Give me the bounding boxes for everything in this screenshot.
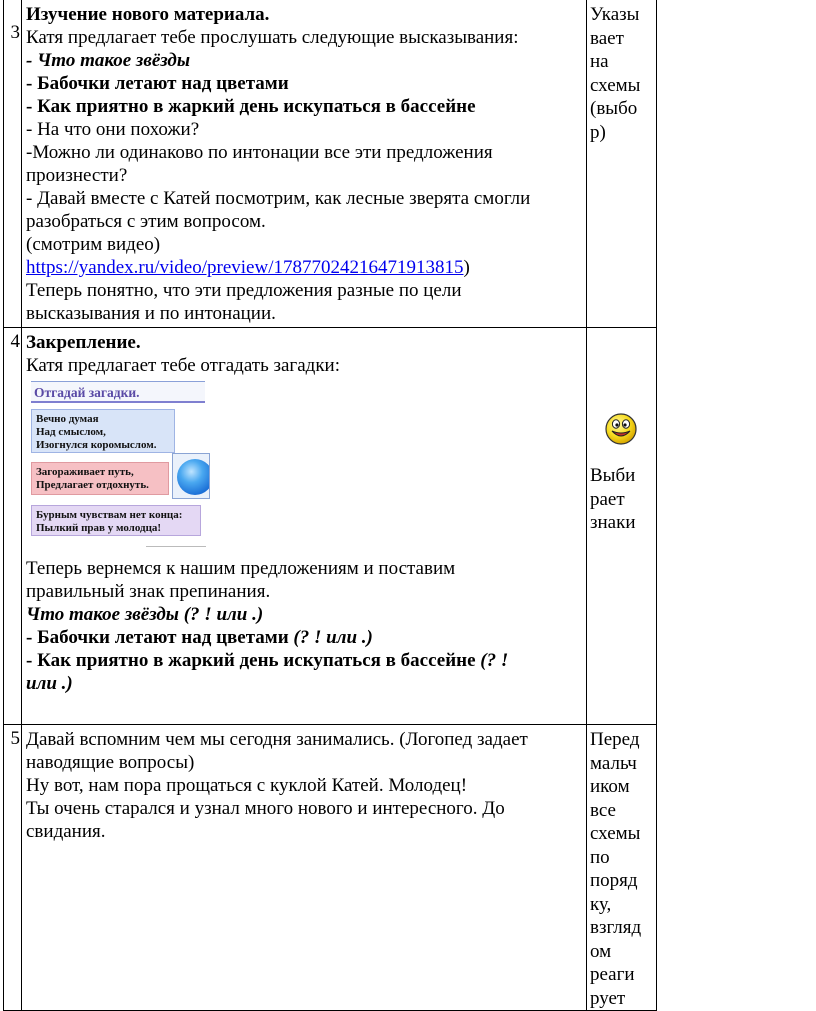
riddles-image [26,381,216,551]
section-heading: Изучение нового материала. [26,4,270,25]
ball-picture [172,453,210,499]
text-line: Ты очень старался и узнал много нового и интересного. До [26,798,505,819]
riddle-line: Изогнулся коромыслом. [36,439,157,451]
side-line: иком [590,776,630,797]
riddle-line: Пылкий прав у молодца! [36,522,162,534]
text-line: Катя предлагает тебе прослушать следующие высказывания: [26,27,519,48]
side-line: реаги [590,964,635,985]
video-link[interactable]: https://yandex.ru/video/preview/17877024216471913815 [26,257,464,278]
side-line: на [590,51,609,72]
text-line: произнести? [26,165,128,186]
side-line: знаки [590,512,636,533]
sentence-1: - Что такое звёзды [26,50,191,71]
sentence-2: - Бабочки летают над цветами [26,73,289,94]
riddle-line: Загораживает путь, [36,466,134,478]
sentence-3: - Как приятно в жаркий день искупаться в бассейне [26,96,476,117]
side-line: схемы [590,74,641,96]
text-line: - Давай вместе с Катей посмотрим, как лесные зверята смогли [26,188,531,209]
link-line [26,256,582,279]
sentence-3: - Как приятно в жаркий день искупаться в бассейне [26,650,476,671]
side-line: поряд [590,870,638,891]
text-line: свидания. [26,821,106,842]
punctuation-options: (? ! [475,650,509,671]
side-line: Перед [590,729,640,750]
side-line: Указы [590,4,640,25]
text-line: высказывания и по интонации. [26,303,276,324]
riddle-line: Над смыслом, [36,426,106,438]
side-line: схемы [590,823,641,844]
side-note-text [590,464,656,535]
text-line: правильный знак препинания. [26,581,271,602]
sentence-1: Что такое звёзды [26,604,179,625]
row-number [4,328,22,725]
sentence-line [26,649,582,672]
side-note-text [590,728,656,1010]
riddle-card-2 [31,462,169,495]
text-line: Теперь вернемся к нашим предложениям и поставим [26,558,456,579]
side-line: ку, [590,893,612,915]
table-row [4,0,657,328]
row-content [22,725,587,1011]
row-side-note [587,725,657,1011]
punctuation-options: (? ! или .) [288,627,373,648]
row-number [4,725,22,1011]
text-line: - На что они похожи? [26,119,200,140]
side-line: взгляд [590,917,642,938]
side-line: (выбо [590,98,638,119]
side-line: рает [590,488,625,510]
sentence-2: - Бабочки летают над цветами [26,627,289,648]
smiley-icon [604,412,638,446]
text-line: Давай вспомним чем мы сегодня занимались. (Логопед задает [26,729,528,750]
riddle-line: Вечно думая [36,413,99,425]
text-line: разобраться с этим вопросом. [26,211,266,232]
side-line: рует [590,987,626,1009]
side-line: все [590,799,616,821]
punctuation-options: (? ! или .) [178,604,264,625]
text-line: Ну вот, нам пора прощаться с куклой Катей. Молодец! [26,775,468,796]
riddle-line: Предлагает отдохнуть. [36,479,149,491]
side-line: ом [590,940,612,962]
riddle-card-1 [31,409,175,453]
punctuation-options: или .) [26,673,73,694]
side-note-text [590,3,656,144]
text-line: наводящие вопросы) [26,752,195,773]
row-number-text: 3 [10,22,20,43]
lesson-table [3,0,657,1011]
row-number-text: 5 [10,728,20,749]
text-line: Теперь понятно, что эти предложения разные по цели [26,280,462,301]
table-row [4,725,657,1011]
row-content [22,0,587,328]
side-line: вает [590,27,624,49]
riddles-title: Отгадай загадки. [31,381,205,403]
divider [146,546,206,547]
side-line: р) [590,121,606,143]
side-line: Выби [590,465,636,486]
side-line: по [590,846,610,868]
text-line: Катя предлагает тебе отгадать загадки: [26,355,341,376]
table-row [4,328,657,725]
sentence-line [26,626,582,649]
riddle-line: Бурным чувствам нет конца: [36,509,183,521]
side-line: мальч [590,752,637,774]
ball-icon [177,459,210,495]
row-side-note [587,328,657,725]
row-number [4,0,22,328]
text-line: (смотрим видео) [26,234,161,255]
row-content [22,328,587,725]
link-close: ) [463,257,470,278]
sentence-line [26,603,582,626]
text-line: -Можно ли одинаково по интонации все эти предложения [26,142,493,163]
row-side-note [587,0,657,328]
riddle-card-3 [31,505,201,536]
section-heading: Закрепление. [26,332,141,353]
row-number-text: 4 [10,331,20,352]
